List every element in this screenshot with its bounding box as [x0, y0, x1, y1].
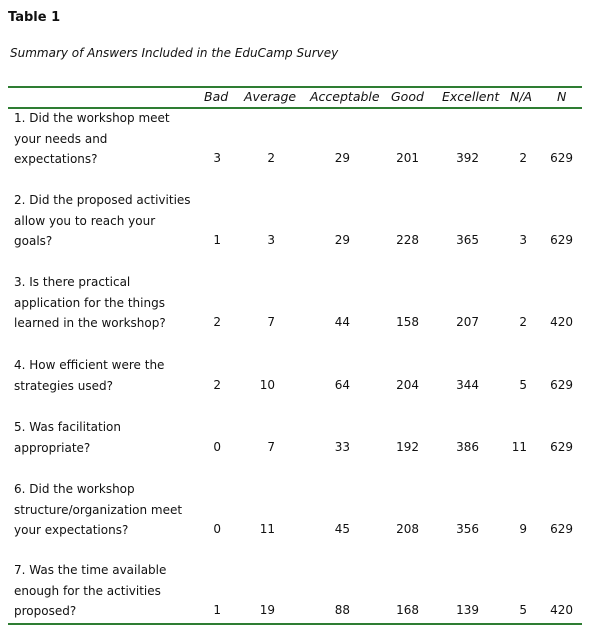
col-header-bad: Bad: [204, 89, 229, 104]
table-caption: Summary of Answers Included in the EduCamp Survey: [10, 46, 339, 60]
cell-good: 204: [396, 377, 419, 392]
cell-average: 3: [267, 233, 275, 247]
cell-average: 7: [267, 315, 275, 329]
cell-acceptable: 33: [334, 439, 350, 454]
question-line: proposed?: [14, 604, 77, 618]
table-row: [0, 355, 616, 415]
cell-average: 10: [259, 377, 275, 392]
cell-average: 19: [259, 603, 275, 617]
question-line: strategies used?: [14, 378, 113, 393]
table-row: [0, 560, 616, 620]
cell-n: 629: [550, 151, 573, 165]
table-row: [0, 417, 616, 477]
cell-n: 629: [550, 439, 573, 454]
question-text: [14, 190, 204, 252]
question-text: [14, 560, 204, 622]
cell-average: 2: [267, 151, 275, 165]
question-text: [14, 355, 204, 396]
cell-excellent: 356: [456, 522, 479, 536]
question-line: appropriate?: [14, 440, 91, 455]
cell-na: 9: [519, 522, 527, 536]
question-line: expectations?: [14, 152, 98, 166]
cell-n: 629: [550, 377, 573, 392]
question-line: learned in the workshop?: [14, 316, 166, 330]
table-row: [0, 272, 616, 332]
question-line: 7. Was the time available: [14, 563, 167, 577]
question-text: [14, 479, 204, 541]
question-text: [14, 417, 204, 458]
cell-acceptable: 64: [334, 377, 350, 392]
cell-na: 2: [519, 151, 527, 165]
cell-good: 192: [396, 439, 419, 454]
bottom-rule: [8, 623, 582, 625]
question-line: 4. How efficient were the: [14, 358, 165, 372]
cell-excellent: 386: [456, 439, 479, 454]
cell-excellent: 207: [456, 315, 479, 329]
question-line: application for the things: [14, 295, 165, 310]
col-header-average: Average: [244, 89, 297, 104]
cell-acceptable: 29: [334, 233, 350, 247]
question-line: 1. Did the workshop meet: [14, 111, 170, 125]
question-line: enough for the activities: [14, 583, 161, 598]
cell-bad: 1: [213, 603, 221, 617]
cell-acceptable: 44: [334, 315, 350, 329]
cell-excellent: 344: [456, 377, 479, 392]
cell-bad: 1: [213, 233, 221, 247]
table-row: [0, 108, 616, 168]
cell-bad: 0: [213, 439, 221, 454]
cell-n: 629: [550, 522, 573, 536]
cell-na: 2: [519, 315, 527, 329]
cell-n: 629: [550, 233, 573, 247]
cell-acceptable: 88: [334, 603, 350, 617]
question-line: 5. Was facilitation: [14, 420, 122, 434]
table-row: [0, 479, 616, 539]
question-line: your expectations?: [14, 523, 129, 537]
cell-bad: 2: [213, 377, 221, 392]
question-text: [14, 108, 204, 170]
cell-good: 158: [396, 315, 419, 329]
col-header-good: Good: [391, 89, 424, 104]
cell-good: 228: [396, 233, 419, 247]
cell-excellent: 392: [456, 151, 479, 165]
cell-na: 5: [519, 377, 527, 392]
question-line: your needs and: [14, 131, 108, 146]
cell-acceptable: 29: [334, 151, 350, 165]
cell-acceptable: 45: [334, 522, 350, 536]
table-row: [0, 190, 616, 250]
cell-good: 168: [396, 603, 419, 617]
question-line: 2. Did the proposed activities: [14, 193, 191, 207]
cell-na: 5: [519, 603, 527, 617]
cell-bad: 3: [213, 151, 221, 165]
col-header-n: N: [557, 89, 567, 104]
question-line: 6. Did the workshop: [14, 482, 135, 496]
cell-na: 11: [511, 439, 527, 454]
cell-n: 420: [550, 315, 573, 329]
question-text: [14, 272, 204, 334]
col-header-excellent: Excellent: [442, 89, 500, 104]
question-line: 3. Is there practical: [14, 275, 131, 289]
cell-average: 11: [259, 522, 275, 536]
table-label: Table 1: [8, 10, 61, 25]
cell-excellent: 139: [456, 603, 479, 617]
col-header-na: N/A: [510, 89, 533, 104]
question-line: structure/organization meet: [14, 502, 183, 517]
cell-good: 201: [396, 151, 419, 165]
cell-good: 208: [396, 522, 419, 536]
cell-n: 420: [550, 603, 573, 617]
top-rule: [8, 86, 582, 88]
cell-excellent: 365: [456, 233, 479, 247]
cell-na: 3: [519, 233, 527, 247]
cell-average: 7: [267, 439, 275, 454]
question-line: goals?: [14, 234, 53, 248]
cell-bad: 2: [213, 315, 221, 329]
question-line: allow you to reach your: [14, 213, 156, 228]
cell-bad: 0: [213, 522, 221, 536]
col-header-acceptable: Acceptable: [310, 89, 380, 104]
